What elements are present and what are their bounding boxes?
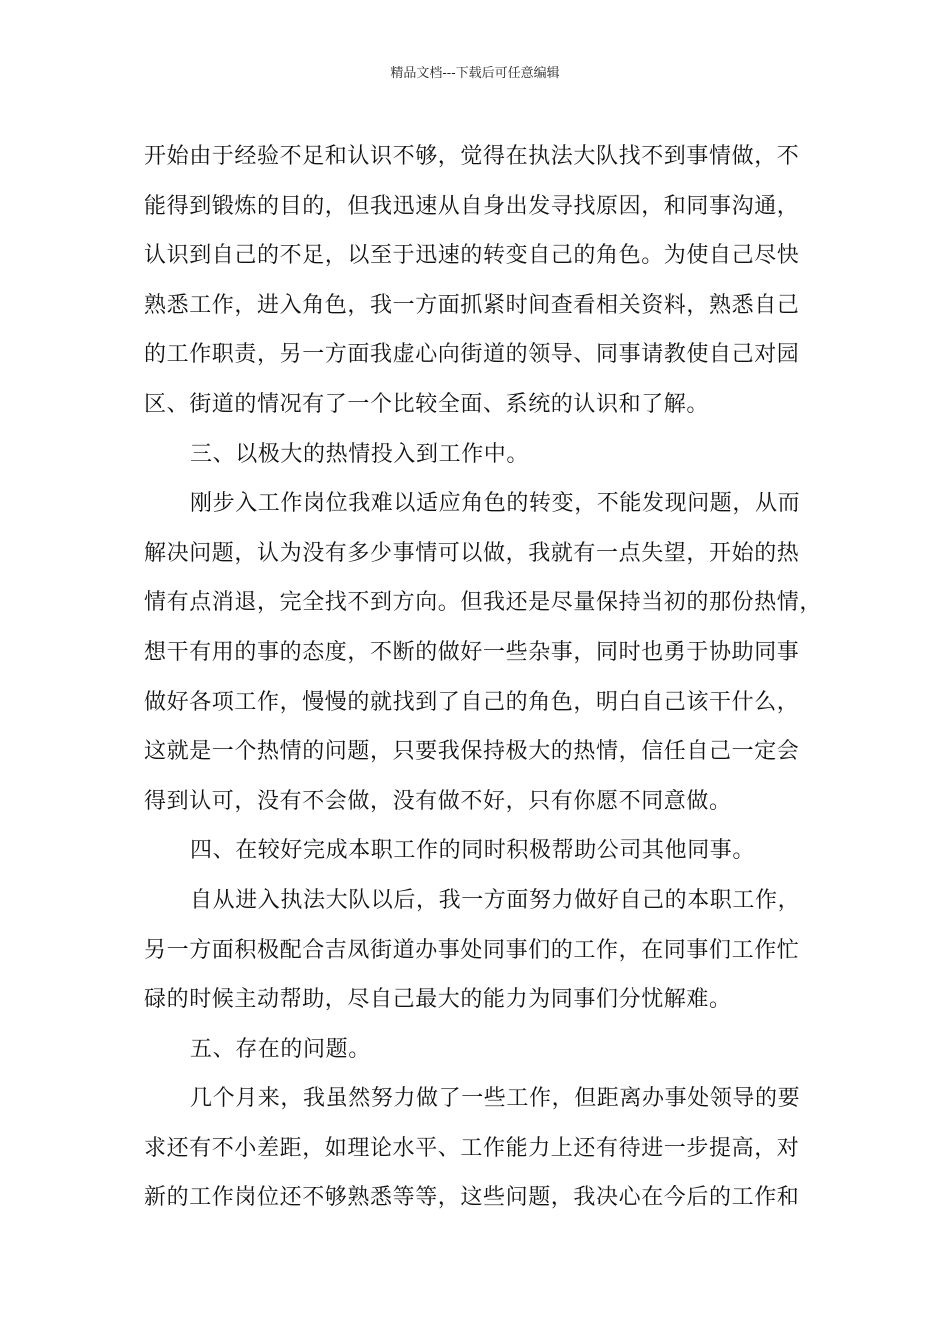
text-line: 碌的时候主动帮助，尽自己最大的能力为同事们分忧解难。 [144,987,732,1013]
text-line: 几个月来，我虽然努力做了一些工作，但距离办事处领导的要 [190,1086,801,1112]
text-line: 区、街道的情况有了一个比较全面、系统的认识和了解。 [144,391,710,417]
text-line: 四、在较好完成本职工作的同时积极帮助公司其他同事。 [190,838,756,864]
text-line: 认识到自己的不足，以至于迅速的转变自己的角色。为使自己尽快 [144,243,800,269]
text-line: 解决问题，认为没有多少事情可以做，我就有一点失望，开始的热 [144,540,800,566]
text-line: 这就是一个热情的问题，只要我保持极大的热情，信任自己一定会 [144,739,800,765]
text-line: 的工作职责，另一方面我虚心向街道的领导、同事请教使自己对园 [144,342,800,368]
text-line: 能得到锻炼的目的，但我迅速从自身出发寻找原因，和同事沟通， [144,193,800,219]
text-line: 熟悉工作，进入角色，我一方面抓紧时间查看相关资料，熟悉自己 [144,292,800,318]
text-line: 新的工作岗位还不够熟悉等等，这些问题，我决心在今后的工作和 [144,1185,800,1211]
text-line: 情有点消退，完全找不到方向。但我还是尽量保持当初的那份热情， [144,590,823,616]
text-line: 刚步入工作岗位我难以适应角色的转变，不能发现问题，从而 [190,491,801,517]
document-body [144,132,824,1223]
text-line: 得到认可，没有不会做，没有做不好，只有你愿不同意做。 [144,788,732,814]
text-line: 开始由于经验不足和认识不够，觉得在执法大队找不到事情做，不 [144,144,800,169]
text-line: 做好各项工作，慢慢的就找到了自己的角色，明白自己该干什么， [144,689,800,715]
text-line: 五、存在的问题。 [190,1036,371,1062]
page-header: 精品文档---下载后可任意编辑 [390,66,560,81]
text-line: 求还有不小差距，如理论水平、工作能力上还有待进一步提高，对 [144,1135,800,1161]
text-line: 想干有用的事的态度，不断的做好一些杂事，同时也勇于协助同事 [144,639,800,665]
text-line: 自从进入执法大队以后，我一方面努力做好自己的本职工作， [190,887,801,913]
text-line: 另一方面积极配合吉凤街道办事处同事们的工作，在同事们工作忙 [144,937,800,963]
text-line: 三、以极大的热情投入到工作中。 [190,441,530,467]
